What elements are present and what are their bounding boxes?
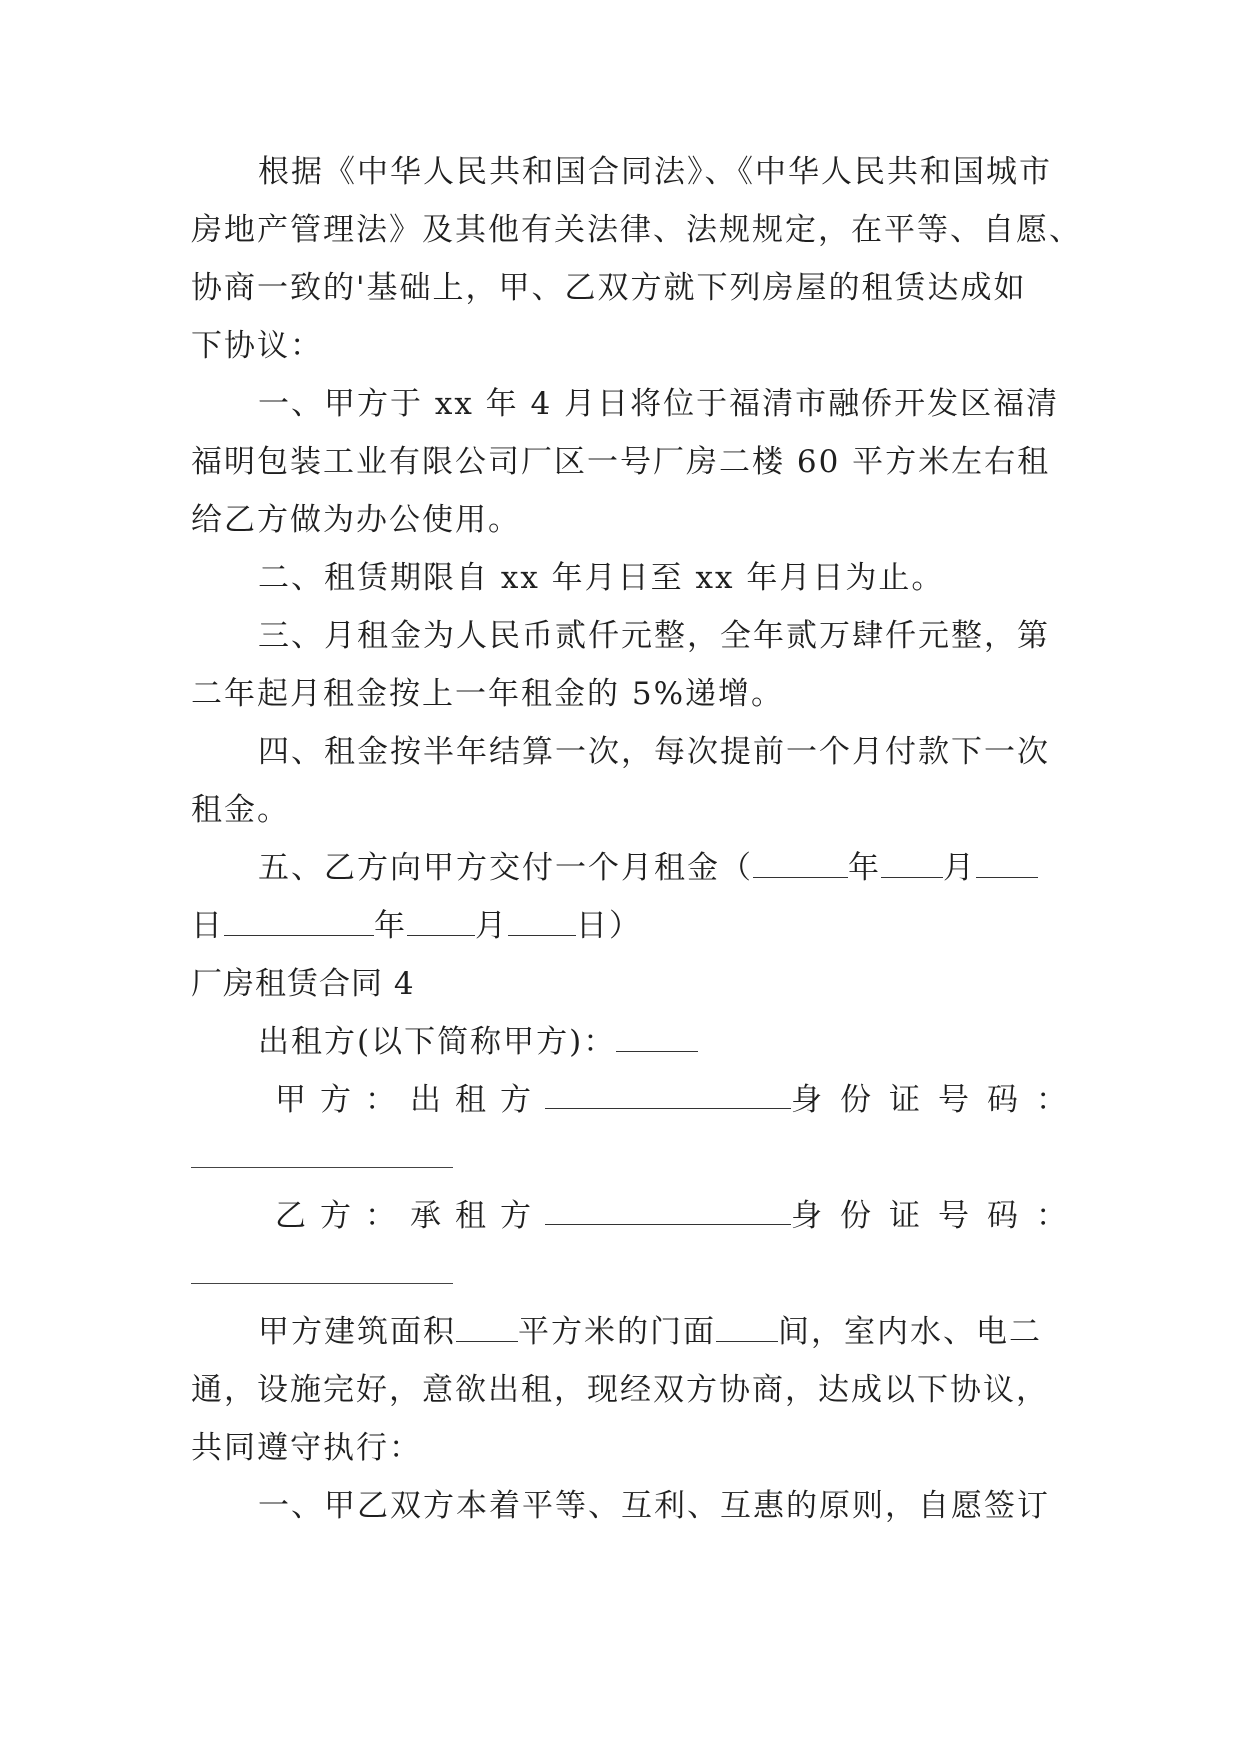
year-label: 年 — [374, 908, 407, 944]
article-1-line-1: 一、甲乙双方本着平等、互利、互惠的原则，自愿签订 — [258, 1488, 1050, 1524]
party-b-line — [275, 1196, 1085, 1236]
paragraph-intro-line-4: 下协议： — [191, 328, 323, 364]
blank-underline — [508, 907, 576, 936]
party-a-line — [275, 1080, 1085, 1120]
paragraph-intro-line-2: 房地产管理法》及其他有关法律、法规规定，在平等、自愿、 — [191, 212, 1082, 248]
year-label: 年 — [848, 850, 881, 886]
clause-1-line-2: 福明包装工业有限公司厂区一号厂房二楼 60 平方米左右租 — [191, 444, 1051, 480]
clause-5-line-1 — [258, 848, 1038, 888]
paragraph-intro-line-1: 根据《中华人民共和国合同法》、《中华人民共和国城市 — [258, 154, 1052, 190]
blank-underline — [616, 1023, 698, 1052]
party-a-label: 甲方：出租方 — [275, 1082, 545, 1118]
premises-line-1 — [258, 1312, 1042, 1352]
party-a-id-label: 身份证号码： — [791, 1082, 1085, 1118]
clause-1-line-3: 给乙方做为办公使用。 — [191, 502, 521, 538]
day-label: 日 — [191, 908, 224, 944]
premises-text-a: 甲方建筑面积 — [258, 1314, 456, 1350]
blank-underline — [881, 849, 943, 878]
blank-underline — [224, 907, 374, 936]
month-label: 月 — [475, 908, 508, 944]
party-b-id-label: 身份证号码： — [791, 1198, 1085, 1234]
lessor-label: 出租方(以下简称甲方)： — [258, 1024, 617, 1060]
premises-line-2: 通，设施完好，意欲出租，现经双方协商，达成以下协议， — [191, 1372, 1049, 1408]
blank-underline — [456, 1313, 518, 1342]
clause-4-line-2: 租金。 — [191, 792, 290, 828]
clause-5-text: 五、乙方向甲方交付一个月租金（ — [258, 850, 753, 886]
clause-4-line-1: 四、租金按半年结算一次，每次提前一个月付款下一次 — [258, 734, 1050, 770]
clause-5-line-2 — [191, 906, 642, 946]
clause-2-line-1: 二、租赁期限自 xx 年月日至 xx 年月日为止。 — [258, 560, 945, 596]
blank-underline — [976, 849, 1038, 878]
section-heading: 厂房租赁合同 4 — [191, 966, 415, 1002]
party-b-label: 乙方：承租方 — [275, 1198, 545, 1234]
party-b-id-underline — [191, 1283, 453, 1284]
day-close-label: 日） — [576, 908, 642, 944]
clause-3-line-2: 二年起月租金按上一年租金的 5%递增。 — [191, 676, 785, 712]
blank-underline — [716, 1313, 778, 1342]
lessor-label-line — [258, 1022, 698, 1062]
clause-1-line-1: 一、甲方于 xx 年 4 月日将位于福清市融侨开发区福清 — [258, 386, 1060, 422]
blank-underline — [753, 849, 848, 878]
blank-underline — [407, 907, 475, 936]
blank-underline — [545, 1196, 791, 1225]
premises-line-3: 共同遵守执行： — [191, 1430, 422, 1466]
premises-text-b: 平方米的门面 — [518, 1314, 716, 1350]
party-a-id-underline — [191, 1167, 453, 1168]
blank-underline — [545, 1080, 791, 1109]
premises-text-c: 间，室内水、电二 — [778, 1314, 1042, 1350]
paragraph-intro-line-3: 协商一致的'基础上，甲、乙双方就下列房屋的租赁达成如 — [191, 270, 1027, 306]
month-label: 月 — [943, 850, 976, 886]
clause-3-line-1: 三、月租金为人民币贰仟元整，全年贰万肆仟元整，第 — [258, 618, 1050, 654]
